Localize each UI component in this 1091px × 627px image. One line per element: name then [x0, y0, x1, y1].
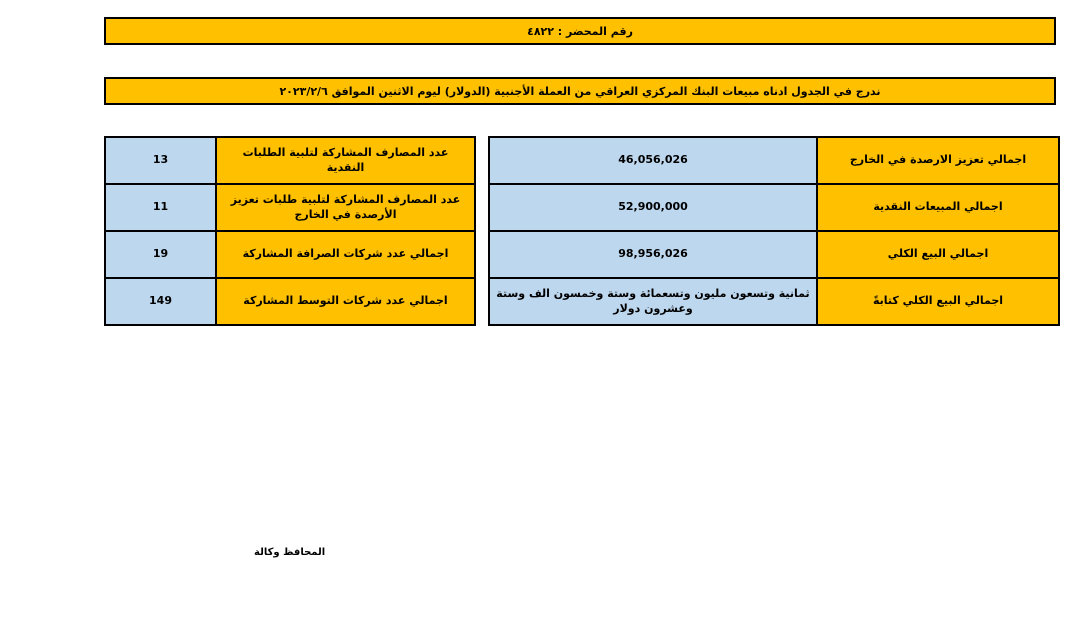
- table-row: [105, 184, 475, 231]
- brokerage-companies-count: 149: [105, 278, 216, 325]
- brokerage-companies-label: اجمالي عدد شركات التوسط المشاركة: [216, 278, 475, 325]
- record-number-bar: [104, 17, 1056, 45]
- table-row: [489, 137, 1059, 184]
- banks-transfer-count: 11: [105, 184, 216, 231]
- grand-total: 98,956,026: [489, 231, 817, 278]
- sales-totals-table: [488, 136, 1060, 326]
- banks-cash-label: عدد المصارف المشاركة لتلبية الطلبات النقدية: [216, 137, 475, 184]
- sales-heading-text: ندرج في الجدول ادناه مبيعات البنك المركزي العراقي من العملة الأجنبية (الدولار) ليوم الاثنين الموافق ٢٠٢٣/٢/٦: [279, 84, 881, 98]
- record-number-text: رقم المحضر : ٤٨٢٢: [527, 24, 633, 38]
- sales-heading-bar: [104, 77, 1056, 105]
- table-row: [489, 278, 1059, 325]
- cash-sales-label: اجمالي المبيعات النقدية: [817, 184, 1059, 231]
- signature-title: المحافظ وكالة: [254, 547, 326, 558]
- grand-total-label: اجمالي البيع الكلي: [817, 231, 1059, 278]
- transfers-abroad-label: اجمالي تعزيز الارصدة في الخارج: [817, 137, 1059, 184]
- table-row: [489, 184, 1059, 231]
- banks-cash-count: 13: [105, 137, 216, 184]
- exchange-companies-count: 19: [105, 231, 216, 278]
- transfers-abroad-total: 46,056,026: [489, 137, 817, 184]
- cash-sales-total: 52,900,000: [489, 184, 817, 231]
- participants-table: [104, 136, 476, 326]
- table-row: [105, 231, 475, 278]
- table-row: [489, 231, 1059, 278]
- exchange-companies-label: اجمالي عدد شركات الصرافة المشاركة: [216, 231, 475, 278]
- grand-total-words-label: اجمالي البيع الكلي كتابةً: [817, 278, 1059, 325]
- table-row: [105, 278, 475, 325]
- grand-total-in-words: ثمانية وتسعون مليون وتسعمائة وستة وخمسون الف وستة وعشرون دولار: [489, 278, 817, 325]
- banks-transfer-label: عدد المصارف المشاركة لتلبية طلبات تعزيز الأرصدة في الخارج: [216, 184, 475, 231]
- table-row: [105, 137, 475, 184]
